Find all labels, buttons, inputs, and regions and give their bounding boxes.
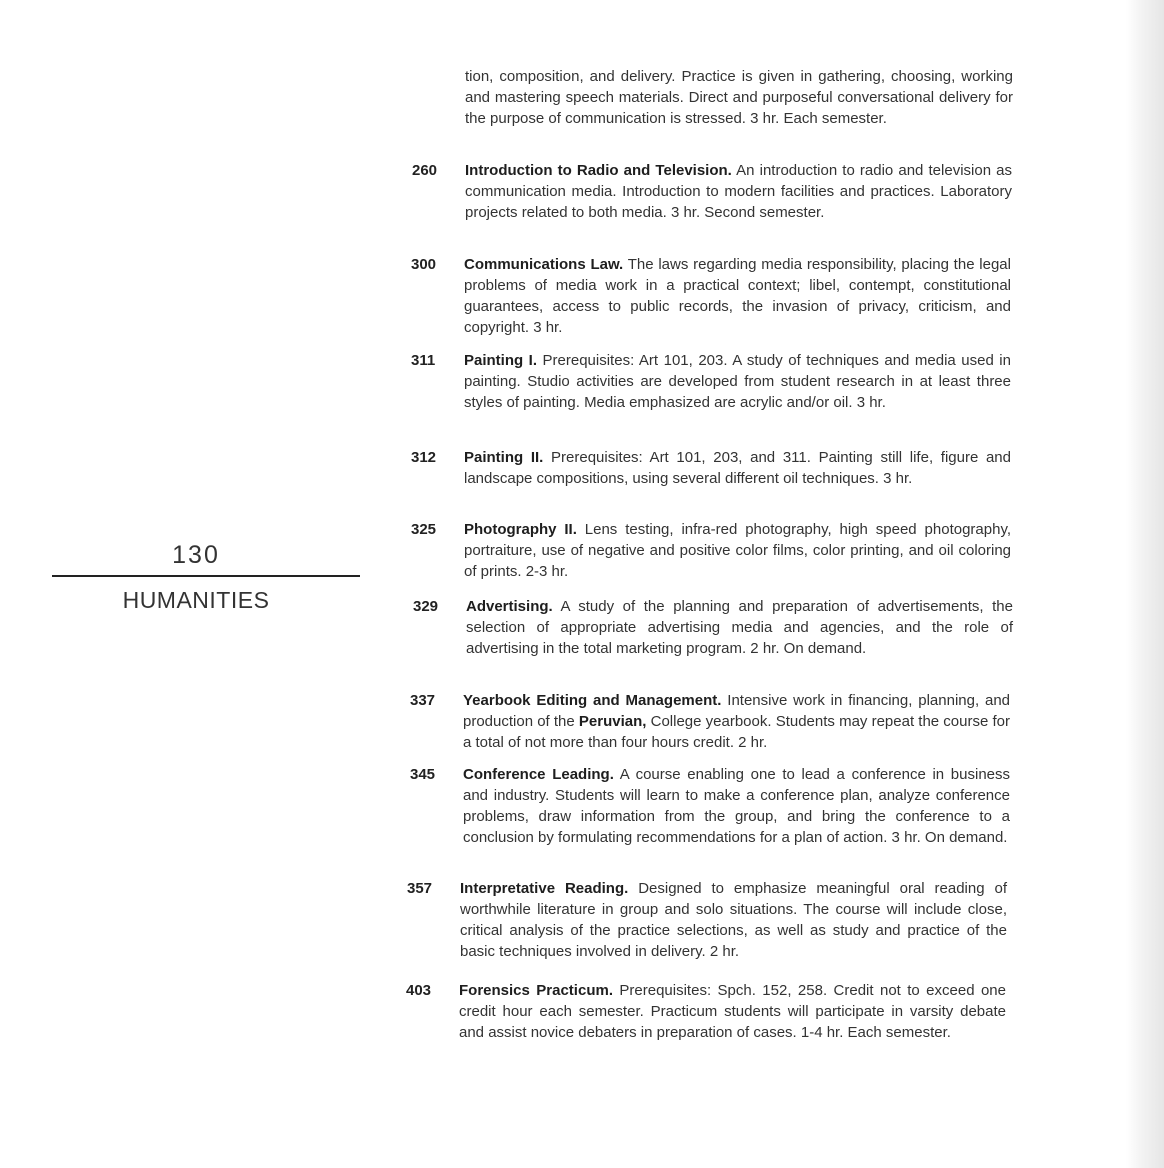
- course-description: Lens testing, infra-red photography, high speed photography, portraiture, use of negative and positive color films, color printing, and oil coloring of prints. 2-3 hr.: [464, 521, 1011, 580]
- course-title: Conference Leading.: [463, 766, 614, 783]
- course-body: [464, 254, 1011, 338]
- course-body: [464, 350, 1011, 413]
- course-description: Prerequisites: Art 101, 203. A study of techniques and media used in painting. Studio activities are developed from student research in at least three styles of painting. Media emphasized are acrylic and/or oil. 3 hr.: [464, 352, 1011, 411]
- course-number: 325: [411, 521, 437, 538]
- course-number: 337: [410, 692, 436, 709]
- course-title: Painting I.: [464, 352, 538, 369]
- course-title: Forensics Practicum.: [459, 982, 613, 999]
- course-number: 403: [406, 982, 432, 999]
- course-description: The laws regarding media responsibility, placing the legal problems of media work in a practical context; libel, contempt, constitutional guarantees, access to public records, the invasion of privacy, criticism, and copyright. 3 hr.: [464, 256, 1011, 336]
- course-body: [464, 519, 1011, 582]
- course-body: [459, 980, 1006, 1043]
- yearbook-name: Peruvian,: [578, 713, 647, 730]
- course-number: 260: [412, 162, 438, 179]
- course-title: Painting II.: [464, 449, 544, 466]
- course-number: 300: [411, 256, 437, 273]
- course-number: 345: [410, 766, 436, 783]
- course-number: 329: [413, 598, 439, 615]
- course-title: Advertising.: [466, 598, 553, 615]
- course-description: An introduction to radio and television as communication media. Introduction to modern facilities and practices. Laboratory projects related to both media. 3 hr. Second semester.: [465, 162, 1013, 221]
- course-number: 311: [411, 352, 436, 369]
- page-edge-shadow: [1126, 0, 1164, 1168]
- section-name: HUMANITIES: [122, 587, 270, 613]
- course-body: [466, 596, 1013, 659]
- course-number: 357: [407, 880, 433, 897]
- course-description-before: Intensive work in financing, planning, and production of the: [463, 692, 1011, 730]
- course-body: [463, 690, 1010, 753]
- course-description: A course enabling one to lead a conference in business and industry. Students will learn to make a conference plan, analyze conference problems, draw information from the group, and bring the conference to a conclusion by formulating recommendations for a plan of action. 3 hr. On demand.: [463, 766, 1011, 846]
- course-title: Yearbook Editing and Management.: [463, 692, 722, 709]
- course-description: Prerequisites: Spch. 152, 258. Credit not to exceed one credit hour each semester. Practicum students will participate in varsity debate and assist novice debaters in preparation of cases. 1-4 hr. Each semester.: [459, 982, 1006, 1041]
- sidebar: [52, 540, 360, 614]
- course-number: 312: [411, 449, 437, 466]
- course-title: Introduction to Radio and Television.: [465, 162, 732, 179]
- sidebar-divider: [52, 575, 360, 577]
- course-title: Communications Law.: [464, 256, 624, 273]
- course-body: [465, 160, 1012, 223]
- course-title: Photography II.: [464, 521, 577, 538]
- course-description: A study of the planning and preparation of advertisements, the selection of appropriate advertising media and agencies, and the role of advertising in the total marketing program. 2 hr. On demand.: [466, 598, 1013, 657]
- course-description-after: College yearbook. Students may repeat the course for a total of not more than four hours credit. 2 hr.: [463, 713, 1010, 751]
- course-body: [464, 447, 1011, 489]
- course-title: Interpretative Reading.: [460, 880, 629, 897]
- page-number: 130: [172, 541, 220, 569]
- course-body: [460, 878, 1007, 962]
- intro-paragraph: tion, composition, and delivery. Practice is given in gathering, choosing, working and mastering speech materials. Direct and purposeful conversational delivery for the purpose of communication is stressed. 3 hr. Each semester.: [465, 68, 1013, 127]
- course-description: Designed to emphasize meaningful oral reading of worthwhile literature in group and solo situations. The course will include close, critical analysis of the practice selections, as well as study and practice of the basic techniques involved in delivery. 2 hr.: [460, 880, 1007, 960]
- course-body: [463, 764, 1010, 848]
- course-description: Prerequisites: Art 101, 203, and 311. Painting still life, figure and landscape compositions, using several different oil techniques. 3 hr.: [464, 449, 1011, 487]
